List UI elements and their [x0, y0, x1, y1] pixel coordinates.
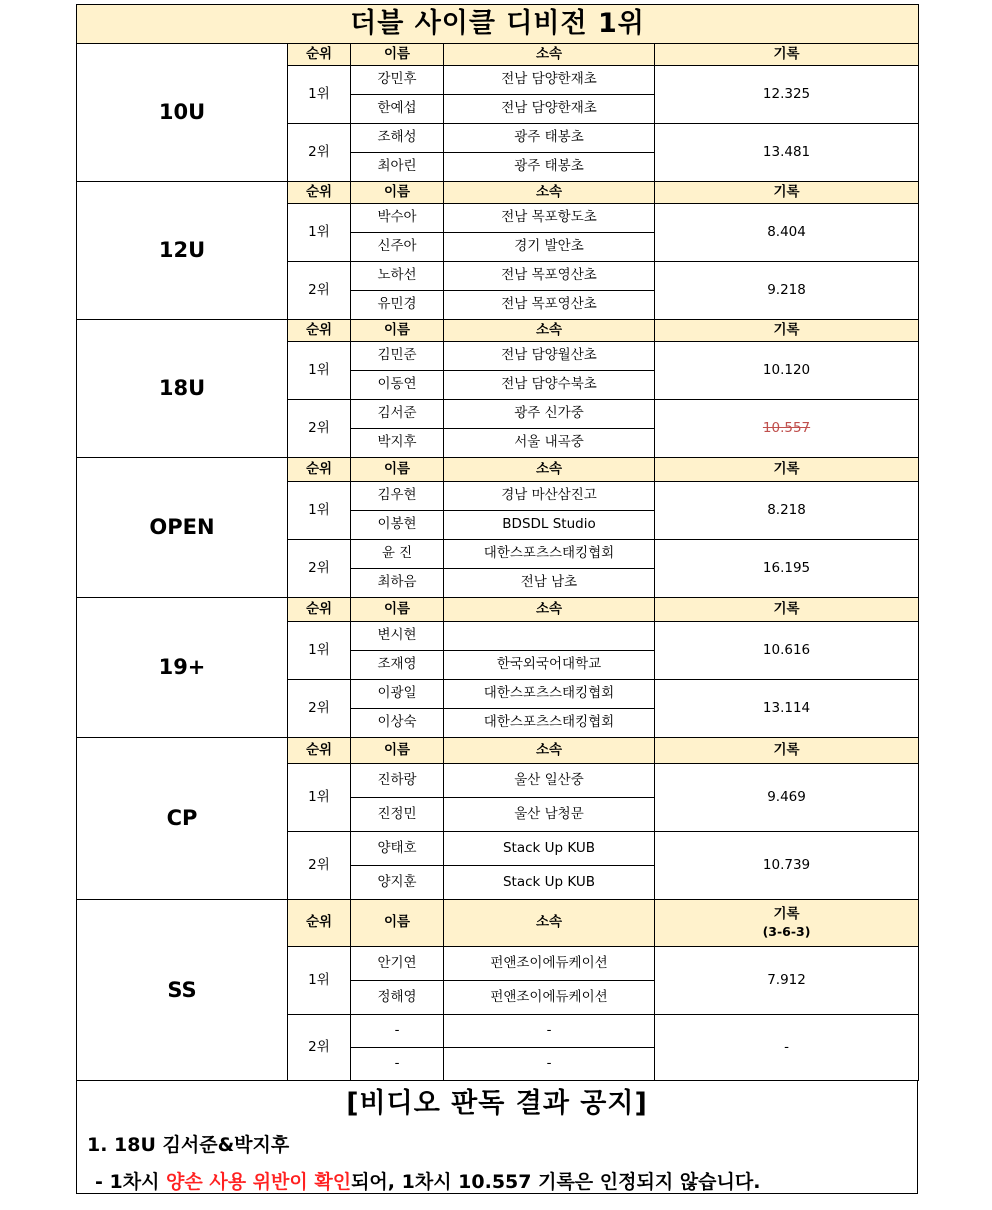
name-cell: 조해성 [351, 124, 444, 153]
team-cell: 전남 담양월산초 [444, 342, 655, 371]
team-cell: 광주 신가중 [444, 400, 655, 429]
team-cell: 대한스포츠스태킹협회 [444, 540, 655, 569]
team-cell: 한국외국어대학교 [444, 651, 655, 680]
team-cell: 펀앤조이에듀케이션 [444, 947, 655, 981]
notice-line-prefix: - 1차시 [95, 1171, 167, 1193]
notice-item: 1. 18U 김서준&박지후 [87, 1134, 290, 1156]
team-cell [444, 622, 655, 651]
team-cell: 경기 발안초 [444, 233, 655, 262]
record-cell: 10.616 [655, 622, 919, 680]
name-cell: 윤 진 [351, 540, 444, 569]
team-cell: 울산 일산중 [444, 764, 655, 798]
header-record [655, 44, 919, 66]
name-cell: 최하음 [351, 569, 444, 598]
name-cell: 이광일 [351, 680, 444, 709]
header-record-label: 기록 [773, 183, 800, 200]
team-cell: 전남 담양한재초 [444, 66, 655, 95]
notice-title: [비디오 판독 결과 공지] [346, 1088, 648, 1119]
header-record-label: 기록 [773, 321, 800, 338]
header-record-label: 기록 [773, 906, 800, 923]
name-cell: 이봉현 [351, 511, 444, 540]
record-cell: 16.195 [655, 540, 919, 598]
header-record-label: 기록 [773, 460, 800, 477]
name-cell: 신주아 [351, 233, 444, 262]
team-cell: - [444, 1048, 655, 1081]
name-cell: 양태호 [351, 832, 444, 866]
results-table [76, 4, 919, 1081]
name-cell: 변시현 [351, 622, 444, 651]
record-cell: 9.218 [655, 262, 919, 320]
name-cell: 노하선 [351, 262, 444, 291]
header-team: 소속 [444, 458, 655, 482]
name-cell: 박지후 [351, 429, 444, 458]
header-rank: 순위 [288, 44, 351, 66]
name-cell: 이동연 [351, 371, 444, 400]
team-cell: Stack Up KUB [444, 832, 655, 866]
record-cell: 7.912 [655, 947, 919, 1015]
header-rank: 순위 [288, 458, 351, 482]
team-cell: 서울 내곡중 [444, 429, 655, 458]
record-cell: 9.469 [655, 764, 919, 832]
rank-cell: 2위 [288, 400, 351, 458]
section-header-row [77, 598, 919, 622]
team-cell: 대한스포츠스태킹협회 [444, 709, 655, 738]
rank-cell: 1위 [288, 66, 351, 124]
header-team: 소속 [444, 900, 655, 947]
notice-line-suffix: 되어, 1차시 10.557 기록은 인정되지 않습니다. [351, 1171, 761, 1193]
section-header-row [77, 320, 919, 342]
header-record [655, 320, 919, 342]
rank-cell: 2위 [288, 540, 351, 598]
header-name: 이름 [351, 458, 444, 482]
header-rank: 순위 [288, 320, 351, 342]
team-cell: 전남 담양수북초 [444, 371, 655, 400]
team-cell: 경남 마산삼진고 [444, 482, 655, 511]
name-cell: 김우현 [351, 482, 444, 511]
team-cell: 전남 목포영산초 [444, 291, 655, 320]
category-label: 19+ [77, 598, 288, 738]
category-label: OPEN [77, 458, 288, 598]
section-header-row [77, 900, 919, 947]
category-label: 18U [77, 320, 288, 458]
rank-cell: 2위 [288, 262, 351, 320]
record-cell: - [655, 1015, 919, 1081]
rank-cell: 2위 [288, 1015, 351, 1081]
name-cell: 이상숙 [351, 709, 444, 738]
name-cell: 진하랑 [351, 764, 444, 798]
header-rank: 순위 [288, 598, 351, 622]
header-name: 이름 [351, 44, 444, 66]
rank-cell: 2위 [288, 680, 351, 738]
header-team: 소속 [444, 320, 655, 342]
name-cell: - [351, 1048, 444, 1081]
name-cell: 김민준 [351, 342, 444, 371]
header-record [655, 458, 919, 482]
category-label: CP [77, 738, 288, 900]
video-review-notice [76, 1081, 918, 1194]
team-cell: 전남 목포항도초 [444, 204, 655, 233]
rank-cell: 2위 [288, 832, 351, 900]
record-cell: 12.325 [655, 66, 919, 124]
section-header-row [77, 182, 919, 204]
team-cell: 울산 남청문 [444, 798, 655, 832]
header-team: 소속 [444, 182, 655, 204]
header-name: 이름 [351, 182, 444, 204]
name-cell: 박수아 [351, 204, 444, 233]
page-title: 더블 사이클 디비전 1위 [77, 5, 919, 44]
section-header-row [77, 458, 919, 482]
team-cell: 전남 목포영산초 [444, 262, 655, 291]
name-cell: 최아린 [351, 153, 444, 182]
notice-line-highlight: 양손 사용 위반이 확인 [166, 1171, 352, 1193]
rank-cell: 1위 [288, 947, 351, 1015]
rank-cell: 1위 [288, 482, 351, 540]
record-cell: 13.481 [655, 124, 919, 182]
header-name: 이름 [351, 900, 444, 947]
team-cell: Stack Up KUB [444, 866, 655, 900]
header-team: 소속 [444, 44, 655, 66]
name-cell: 강민후 [351, 66, 444, 95]
name-cell: 김서준 [351, 400, 444, 429]
team-cell: 펀앤조이에듀케이션 [444, 981, 655, 1015]
header-rank: 순위 [288, 738, 351, 764]
name-cell: 한예섭 [351, 95, 444, 124]
header-record-sub: (3-6-3) [762, 923, 811, 939]
header-name: 이름 [351, 738, 444, 764]
header-rank: 순위 [288, 182, 351, 204]
header-record [655, 182, 919, 204]
record-cell: 10.557 [655, 400, 919, 458]
team-cell: - [444, 1015, 655, 1048]
team-cell: 대한스포츠스태킹협회 [444, 680, 655, 709]
results-sheet [76, 4, 918, 1194]
name-cell: 정해영 [351, 981, 444, 1015]
record-cell: 10.120 [655, 342, 919, 400]
rank-cell: 1위 [288, 764, 351, 832]
name-cell: 유민경 [351, 291, 444, 320]
rank-cell: 2위 [288, 124, 351, 182]
category-label: SS [77, 900, 288, 1081]
header-record-label: 기록 [773, 45, 800, 62]
header-name: 이름 [351, 598, 444, 622]
rank-cell: 1위 [288, 622, 351, 680]
category-label: 10U [77, 44, 288, 182]
team-cell: 광주 태봉초 [444, 153, 655, 182]
category-label: 12U [77, 182, 288, 320]
name-cell: 양지훈 [351, 866, 444, 900]
notice-line [95, 1167, 917, 1194]
record-cell: 13.114 [655, 680, 919, 738]
name-cell: 진정민 [351, 798, 444, 832]
team-cell: 전남 남초 [444, 569, 655, 598]
header-record [655, 598, 919, 622]
header-team: 소속 [444, 598, 655, 622]
header-team: 소속 [444, 738, 655, 764]
team-cell: 전남 담양한재초 [444, 95, 655, 124]
rank-cell: 1위 [288, 204, 351, 262]
name-cell: - [351, 1015, 444, 1048]
record-cell: 8.404 [655, 204, 919, 262]
team-cell: BDSDL Studio [444, 511, 655, 540]
header-name: 이름 [351, 320, 444, 342]
header-record [655, 738, 919, 764]
record-cell: 8.218 [655, 482, 919, 540]
section-header-row [77, 44, 919, 66]
team-cell: 광주 태봉초 [444, 124, 655, 153]
name-cell: 조재영 [351, 651, 444, 680]
header-record-label: 기록 [773, 600, 800, 617]
header-rank: 순위 [288, 900, 351, 947]
name-cell: 안기연 [351, 947, 444, 981]
rank-cell: 1위 [288, 342, 351, 400]
header-record [655, 900, 919, 947]
record-cell: 10.739 [655, 832, 919, 900]
header-record-label: 기록 [773, 741, 800, 758]
section-header-row [77, 738, 919, 764]
